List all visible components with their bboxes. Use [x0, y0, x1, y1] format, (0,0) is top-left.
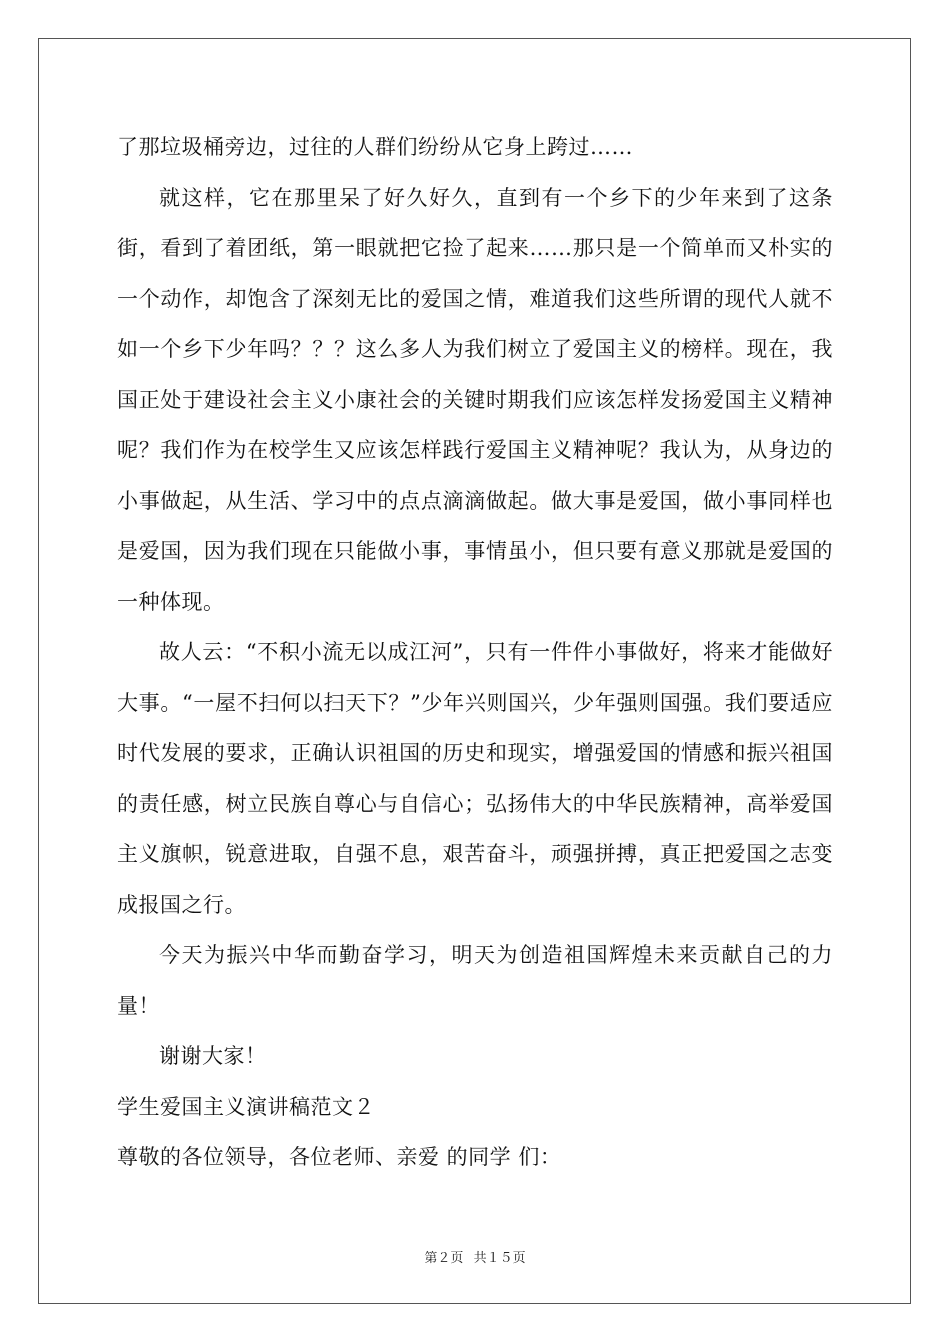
paragraph-2: 就这样，它在那里呆了好久好久，直到有一个乡下的少年来到了这条街，看到了着团纸，第一眼就把它捡了起来……那只是一个简单而又朴实的一个动作，却饱含了深刻无比的爱国之情，难道我们这些所谓的现代人就不如一个乡下少年吗？？？这么多人为我们树立了爱国主义的榜样。现在，我国正处于建设社会主义小康社会的关键时期我们应该怎样发扬爱国主义精神呢？我们作为在校学生又应该怎样践行爱国主义精神呢？我认为，从身边的小事做起，从生活、学习中的点点滴滴做起。做大事是爱国，做小事同样也是爱国，因为我们现在只能做小事，事情虽小，但只要有意义那就是爱国的一种体现。: [117, 185, 833, 614]
paragraph-5: 谢谢大家！: [159, 1044, 267, 1068]
paragraph-1: 了那垃圾桶旁边，过往的人群们纷纷从它身上跨过……: [117, 135, 633, 159]
page-number: 第２页: [424, 1251, 464, 1266]
paragraph-3: 故人云：“不积小流无以成江河”，只有一件件小事做好，将来才能做好大事。“一屋不扫何以扫天下？”少年兴则国兴，少年强则国强。我们要适应时代发展的要求，正确认识祖国的历史和现实，增强爱国的情感和振兴祖国的责任感，树立民族自尊心与自信心；弘扬伟大的中华民族精神，高举爱国主义旗帜，锐意进取，自强不息，艰苦奋斗，顽强拼搏，真正把爱国之志变成报国之行。: [117, 640, 833, 917]
salutation: 尊敬的各位领导，各位老师、亲爱 的同学 们：: [117, 1145, 562, 1169]
section-title: 学生爱国主义演讲稿范文２: [117, 1094, 375, 1119]
document-body: [117, 122, 833, 1183]
paragraph-4: 今天为振兴中华而勤奋学习，明天为创造祖国辉煌未来贡献自己的力量！: [117, 943, 833, 1018]
page-total: 共１５页: [473, 1251, 526, 1266]
page-footer: [0, 1247, 950, 1266]
